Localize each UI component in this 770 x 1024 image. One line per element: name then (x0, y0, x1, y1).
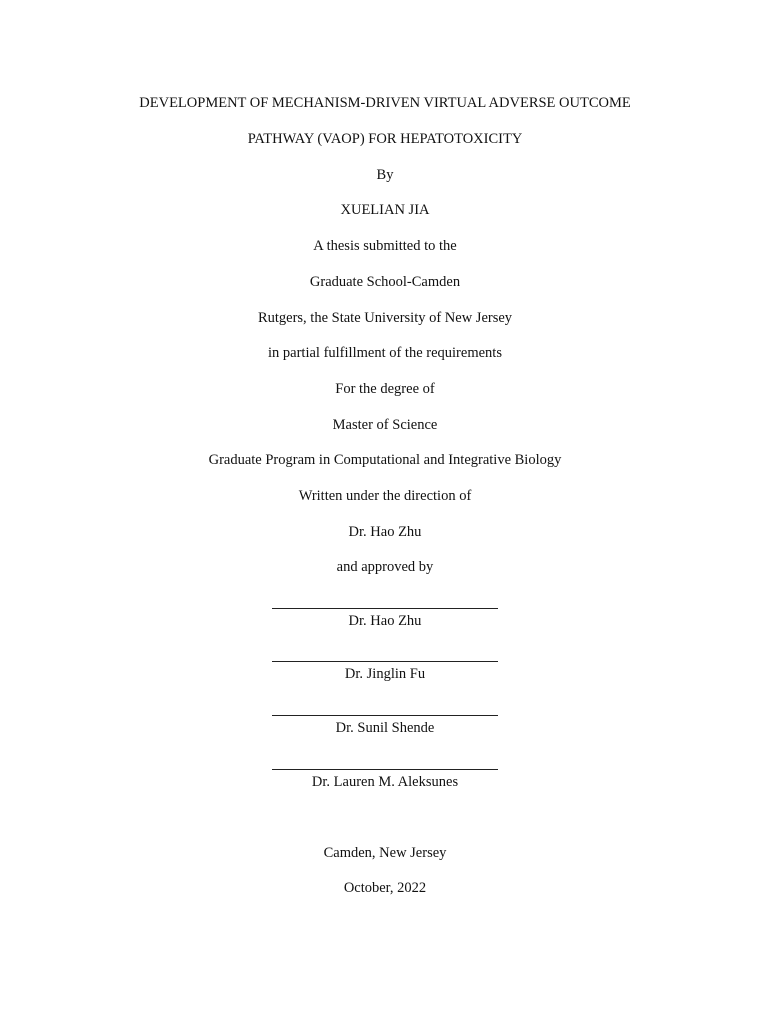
degree-name: Master of Science (332, 417, 438, 433)
committee-member-2: Dr. Jinglin Fu (344, 666, 426, 682)
location: Camden, New Jersey (323, 845, 447, 861)
submission-line-4: in partial fulfillment of the requirements (268, 345, 502, 361)
program-name: Graduate Program in Computational and Integrative Biology (208, 452, 562, 468)
date: October, 2022 (343, 880, 427, 896)
direction-label: Written under the direction of (298, 488, 472, 504)
committee-member-3: Dr. Sunil Shende (335, 720, 435, 736)
approved-label: and approved by (336, 559, 434, 575)
thesis-title-line-1: DEVELOPMENT OF MECHANISM-DRIVEN VIRTUAL ADVERSE OUTCOME (139, 95, 631, 111)
signature-line (272, 715, 498, 716)
by-label: By (376, 167, 394, 183)
author-name: XUELIAN JIA (340, 202, 430, 218)
advisor-name: Dr. Hao Zhu (348, 524, 422, 540)
signature-line (272, 769, 498, 770)
submission-line-5: For the degree of (335, 381, 435, 397)
submission-line-2: Graduate School-Camden (309, 274, 461, 290)
signature-line (272, 661, 498, 662)
submission-line-1: A thesis submitted to the (313, 238, 457, 254)
committee-member-4: Dr. Lauren M. Aleksunes (311, 774, 459, 790)
submission-line-3: Rutgers, the State University of New Jersey (257, 310, 513, 326)
signature-line (272, 608, 498, 609)
committee-member-1: Dr. Hao Zhu (348, 613, 422, 629)
thesis-title-line-2: PATHWAY (VAOP) FOR HEPATOTOXICITY (247, 131, 523, 147)
